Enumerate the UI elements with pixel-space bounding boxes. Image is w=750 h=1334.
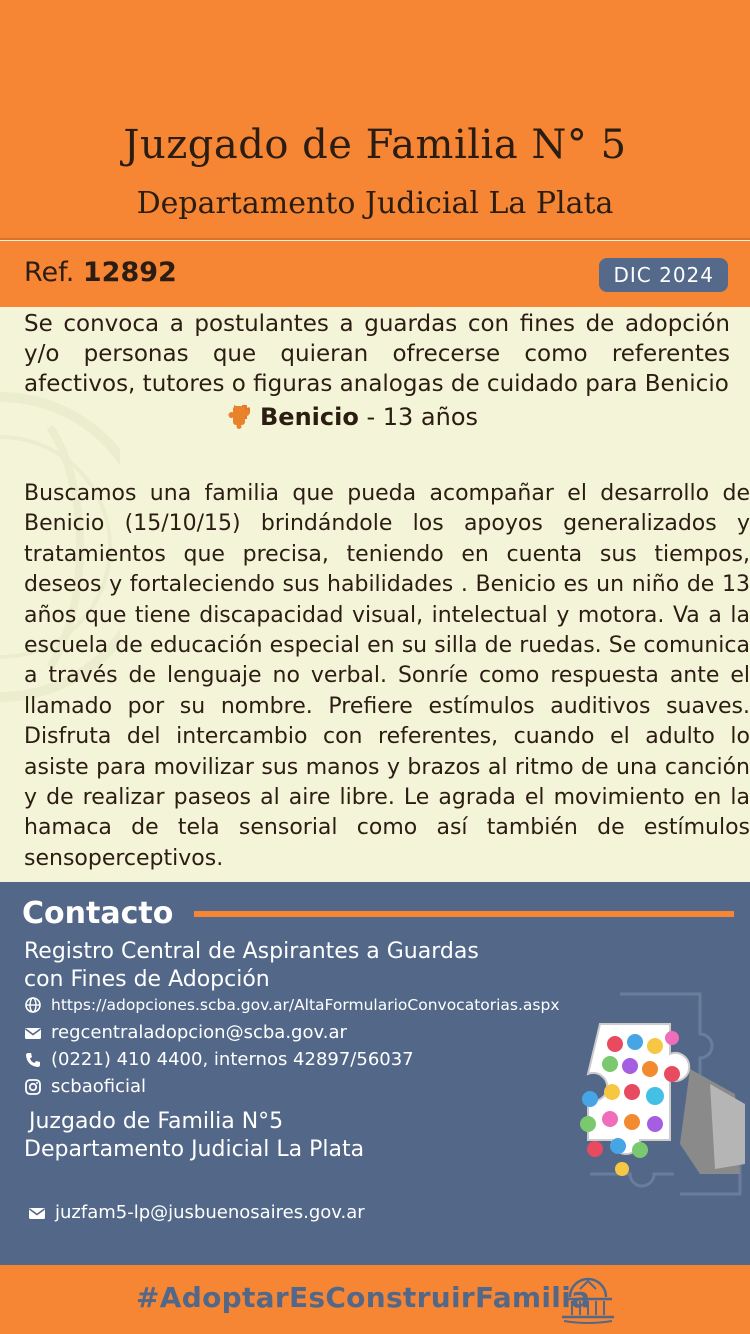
envelope-icon xyxy=(24,1024,42,1042)
date-badge: DIC 2024 xyxy=(599,258,728,292)
contact-heading: Contacto xyxy=(22,896,174,931)
globe-icon xyxy=(24,996,42,1014)
courthouse-logo-icon xyxy=(558,1275,618,1325)
registry-name xyxy=(24,938,544,994)
website-link[interactable]: https://adopciones.scba.gov.ar/AltaFormularioConvocatorias.aspx xyxy=(51,996,560,1014)
reference-prefix: Ref. xyxy=(24,257,75,288)
phone-icon xyxy=(24,1051,42,1069)
puzzle-piece-icon xyxy=(228,403,250,429)
court-name-line2: Departamento Judicial La Plata xyxy=(24,1137,365,1162)
instagram-icon xyxy=(24,1078,42,1096)
court-email-row[interactable] xyxy=(28,1202,365,1223)
contact-section xyxy=(0,882,750,1265)
intro-text: Se convoca a postulantes a guardas con fines de adopción y/o personas que quieran ofrecerse como referentes afectivos, tutores o figuras analogas de cuidado para Benicio xyxy=(24,311,730,397)
child-name-line xyxy=(228,403,478,431)
hashtag: #AdoptarEsConstruirFamilia xyxy=(136,1281,591,1314)
page-title: Juzgado de Familia N° 5 xyxy=(123,122,627,168)
registry-name-line2: con Fines de Adopción xyxy=(24,967,270,992)
instagram-row[interactable] xyxy=(24,1076,146,1097)
website-row[interactable] xyxy=(24,996,560,1014)
instagram-handle[interactable]: scbaoficial xyxy=(51,1076,147,1097)
reference-number: 12892 xyxy=(82,257,177,288)
phone-number[interactable]: (0221) 410 4400, internos 42897/56037 xyxy=(51,1049,414,1070)
page-subtitle: Departamento Judicial La Plata xyxy=(136,186,614,221)
reference xyxy=(24,257,177,288)
contact-divider xyxy=(194,911,734,917)
header xyxy=(0,0,750,240)
footer xyxy=(0,1265,750,1334)
child-age: - 13 años xyxy=(358,403,479,431)
description-text: Buscamos una familia que pueda acompañar el desarrollo de Benicio (15/10/15) brindándole los apoyos generalizados y tratamientos que precisa, teniendo en cuenta sus tiempos, deseos y fortaleciendo sus habilidades . Benicio es un niño de 13 años que tiene discapacidad visual, intelectual y motora. Va a la escuela de educación especial en su silla de ruedas. Se comunica a través de lenguaje no verbal. Sonríe como respuesta ante el llamado por su nombre. Prefiere estímulos auditivos suaves. Disfruta del intercambio con referentes, cuando el adulto lo asiste para movilizar sus manos y brazos al ritmo de una canción y de realizar paseos al aire libre. Le agrada el movimiento en la hamaca de tela sensorial como así también de estímulos sensoperceptivos. xyxy=(24,481,750,871)
email-link[interactable]: regcentraladopcion@scba.gov.ar xyxy=(51,1022,347,1043)
phone-row[interactable] xyxy=(24,1049,414,1070)
court-email-link[interactable]: juzfam5-lp@jusbuenosaires.gov.ar xyxy=(55,1202,365,1223)
envelope-icon xyxy=(28,1204,46,1222)
registry-name-line1: Registro Central de Aspirantes a Guardas xyxy=(24,939,479,964)
email-row[interactable] xyxy=(24,1022,347,1043)
heart-puzzle-icon xyxy=(560,974,750,1214)
main-content xyxy=(0,307,750,882)
reference-bar xyxy=(0,241,750,307)
child-name: Benicio xyxy=(260,403,359,431)
court-name-line1: Juzgado de Familia N°5 xyxy=(29,1109,284,1134)
court-name xyxy=(24,1108,364,1164)
